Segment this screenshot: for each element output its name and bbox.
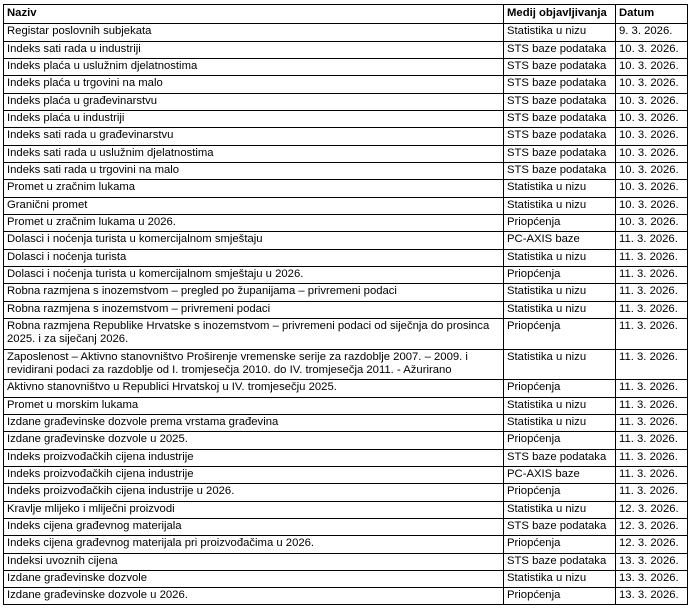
- table-row: [4, 180, 688, 197]
- cell-naziv: Indeks sati rada u trgovini na malo: [4, 162, 504, 179]
- cell-medij-objavljivanja: Statistika u nizu: [504, 284, 616, 301]
- cell-medij-objavljivanja: Statistika u nizu: [504, 501, 616, 518]
- table-row: [4, 58, 688, 75]
- cell-medij-objavljivanja: Statistika u nizu: [504, 349, 616, 380]
- table-row: [4, 93, 688, 110]
- cell-medij-objavljivanja: Priopćenja: [504, 380, 616, 397]
- cell-naziv: Indeks sati rada u građevinarstvu: [4, 128, 504, 145]
- cell-naziv: Promet u zračnim lukama: [4, 180, 504, 197]
- table-row: [4, 41, 688, 58]
- cell-datum: 10. 3. 2026.: [616, 110, 688, 127]
- column-header-datum: Datum: [616, 5, 688, 24]
- cell-datum: 13. 3. 2026.: [616, 553, 688, 570]
- table-row: [4, 145, 688, 162]
- cell-medij-objavljivanja: Statistika u nizu: [504, 570, 616, 587]
- cell-naziv: Izdane građevinske dozvole u 2026.: [4, 588, 504, 605]
- cell-naziv: Kravlje mlijeko i mliječni proizvodi: [4, 501, 504, 518]
- cell-naziv: Indeks cijena građevnog materijala: [4, 518, 504, 535]
- cell-datum: 11. 3. 2026.: [616, 449, 688, 466]
- cell-medij-objavljivanja: Statistika u nizu: [504, 414, 616, 431]
- cell-medij-objavljivanja: STS baze podataka: [504, 518, 616, 535]
- cell-naziv: Izdane građevinske dozvole u 2025.: [4, 432, 504, 449]
- cell-naziv: Indeks plaća u uslužnim djelatnostima: [4, 58, 504, 75]
- table-row: [4, 76, 688, 93]
- cell-naziv: Robna razmjena Republike Hrvatske s inozemstvom – privremeni podaci od siječnja do prosinca 2025. i za siječanj 2026.: [4, 318, 504, 349]
- cell-datum: 11. 3. 2026.: [616, 232, 688, 249]
- table-row: [4, 214, 688, 231]
- cell-naziv: Promet u zračnim lukama u 2026.: [4, 214, 504, 231]
- table-header: [4, 5, 688, 24]
- cell-datum: 11. 3. 2026.: [616, 349, 688, 380]
- table-row: [4, 24, 688, 41]
- cell-naziv: Dolasci i noćenja turista u komercijalnom smještaju u 2026.: [4, 266, 504, 283]
- table-row: [4, 449, 688, 466]
- cell-naziv: Izdane građevinske dozvole: [4, 570, 504, 587]
- cell-medij-objavljivanja: Statistika u nizu: [504, 301, 616, 318]
- cell-datum: 11. 3. 2026.: [616, 466, 688, 483]
- table-row: [4, 301, 688, 318]
- table-row: [4, 536, 688, 553]
- cell-datum: 10. 3. 2026.: [616, 214, 688, 231]
- cell-naziv: Indeks plaća u industriji: [4, 110, 504, 127]
- cell-naziv: Indeks proizvođačkih cijena industrije: [4, 449, 504, 466]
- cell-datum: 12. 3. 2026.: [616, 536, 688, 553]
- table-row: [4, 249, 688, 266]
- cell-naziv: Indeksi uvoznih cijena: [4, 553, 504, 570]
- cell-medij-objavljivanja: Priopćenja: [504, 432, 616, 449]
- cell-datum: 11. 3. 2026.: [616, 266, 688, 283]
- table-row: [4, 380, 688, 397]
- cell-naziv: Indeks proizvođačkih cijena industrije u 2026.: [4, 484, 504, 501]
- cell-naziv: Izdane građevinske dozvole prema vrstama građevina: [4, 414, 504, 431]
- cell-medij-objavljivanja: Priopćenja: [504, 318, 616, 349]
- table-row: [4, 110, 688, 127]
- cell-medij-objavljivanja: STS baze podataka: [504, 162, 616, 179]
- cell-naziv: Granični promet: [4, 197, 504, 214]
- cell-medij-objavljivanja: Priopćenja: [504, 536, 616, 553]
- column-header-naziv: Naziv: [4, 5, 504, 24]
- cell-datum: 11. 3. 2026.: [616, 318, 688, 349]
- publications-table: [3, 4, 688, 605]
- cell-medij-objavljivanja: Priopćenja: [504, 484, 616, 501]
- cell-medij-objavljivanja: STS baze podataka: [504, 553, 616, 570]
- cell-datum: 11. 3. 2026.: [616, 249, 688, 266]
- cell-naziv: Registar poslovnih subjekata: [4, 24, 504, 41]
- table-body: [4, 24, 688, 605]
- cell-datum: 10. 3. 2026.: [616, 93, 688, 110]
- cell-medij-objavljivanja: Statistika u nizu: [504, 197, 616, 214]
- table-row: [4, 266, 688, 283]
- cell-datum: 12. 3. 2026.: [616, 518, 688, 535]
- table-row: [4, 466, 688, 483]
- cell-medij-objavljivanja: STS baze podataka: [504, 58, 616, 75]
- cell-medij-objavljivanja: Statistika u nizu: [504, 397, 616, 414]
- cell-datum: 11. 3. 2026.: [616, 284, 688, 301]
- cell-naziv: Aktivno stanovništvo u Republici Hrvatskoj u IV. tromjesečju 2025.: [4, 380, 504, 397]
- cell-naziv: Dolasci i noćenja turista u komercijalnom smještaju: [4, 232, 504, 249]
- table-row: [4, 397, 688, 414]
- table-row: [4, 501, 688, 518]
- table-row: [4, 570, 688, 587]
- cell-naziv: Zaposlenost – Aktivno stanovništvo Proširenje vremenske serije za razdoblje 2007. – 2009. i revidirani podaci za razdoblje od I. tromjesečja 2010. do IV. tromjesečja 2011. - Ažurirano: [4, 349, 504, 380]
- table-row: [4, 197, 688, 214]
- cell-datum: 11. 3. 2026.: [616, 484, 688, 501]
- cell-datum: 10. 3. 2026.: [616, 41, 688, 58]
- cell-medij-objavljivanja: Statistika u nizu: [504, 249, 616, 266]
- cell-naziv: Indeks plaća u trgovini na malo: [4, 76, 504, 93]
- cell-naziv: Dolasci i noćenja turista: [4, 249, 504, 266]
- cell-naziv: Robna razmjena s inozemstvom – privremeni podaci: [4, 301, 504, 318]
- table-row: [4, 518, 688, 535]
- cell-medij-objavljivanja: Priopćenja: [504, 214, 616, 231]
- table-row: [4, 484, 688, 501]
- cell-datum: 9. 3. 2026.: [616, 24, 688, 41]
- cell-medij-objavljivanja: PC-AXIS baze: [504, 466, 616, 483]
- cell-datum: 10. 3. 2026.: [616, 197, 688, 214]
- cell-medij-objavljivanja: Statistika u nizu: [504, 24, 616, 41]
- cell-datum: 11. 3. 2026.: [616, 301, 688, 318]
- table-row: [4, 349, 688, 380]
- cell-medij-objavljivanja: STS baze podataka: [504, 110, 616, 127]
- cell-datum: 11. 3. 2026.: [616, 380, 688, 397]
- cell-datum: 11. 3. 2026.: [616, 397, 688, 414]
- cell-medij-objavljivanja: STS baze podataka: [504, 76, 616, 93]
- column-header-medij: Medij objavljivanja: [504, 5, 616, 24]
- table-header-row: [4, 5, 688, 24]
- table-row: [4, 318, 688, 349]
- cell-naziv: Indeks sati rada u industriji: [4, 41, 504, 58]
- cell-naziv: Indeks plaća u građevinarstvu: [4, 93, 504, 110]
- cell-medij-objavljivanja: STS baze podataka: [504, 449, 616, 466]
- table-row: [4, 414, 688, 431]
- cell-datum: 13. 3. 2026.: [616, 588, 688, 605]
- cell-naziv: Indeks sati rada u uslužnim djelatnostima: [4, 145, 504, 162]
- cell-naziv: Indeks proizvođačkih cijena industrije: [4, 466, 504, 483]
- cell-medij-objavljivanja: Priopćenja: [504, 266, 616, 283]
- table-row: [4, 553, 688, 570]
- cell-datum: 12. 3. 2026.: [616, 501, 688, 518]
- table-row: [4, 432, 688, 449]
- cell-medij-objavljivanja: STS baze podataka: [504, 145, 616, 162]
- cell-naziv: Robna razmjena s inozemstvom – pregled po županijama – privremeni podaci: [4, 284, 504, 301]
- cell-medij-objavljivanja: Priopćenja: [504, 588, 616, 605]
- cell-datum: 10. 3. 2026.: [616, 162, 688, 179]
- cell-naziv: Promet u morskim lukama: [4, 397, 504, 414]
- table-row: [4, 284, 688, 301]
- cell-datum: 10. 3. 2026.: [616, 145, 688, 162]
- cell-datum: 13. 3. 2026.: [616, 570, 688, 587]
- cell-datum: 10. 3. 2026.: [616, 128, 688, 145]
- cell-datum: 10. 3. 2026.: [616, 58, 688, 75]
- table-row: [4, 588, 688, 605]
- cell-naziv: Indeks cijena građevnog materijala pri proizvođačima u 2026.: [4, 536, 504, 553]
- cell-medij-objavljivanja: STS baze podataka: [504, 128, 616, 145]
- cell-datum: 10. 3. 2026.: [616, 180, 688, 197]
- cell-datum: 11. 3. 2026.: [616, 432, 688, 449]
- cell-medij-objavljivanja: STS baze podataka: [504, 93, 616, 110]
- table-row: [4, 162, 688, 179]
- cell-datum: 10. 3. 2026.: [616, 76, 688, 93]
- cell-medij-objavljivanja: Statistika u nizu: [504, 180, 616, 197]
- table-row: [4, 128, 688, 145]
- cell-datum: 11. 3. 2026.: [616, 414, 688, 431]
- table-row: [4, 232, 688, 249]
- cell-medij-objavljivanja: PC-AXIS baze: [504, 232, 616, 249]
- cell-medij-objavljivanja: STS baze podataka: [504, 41, 616, 58]
